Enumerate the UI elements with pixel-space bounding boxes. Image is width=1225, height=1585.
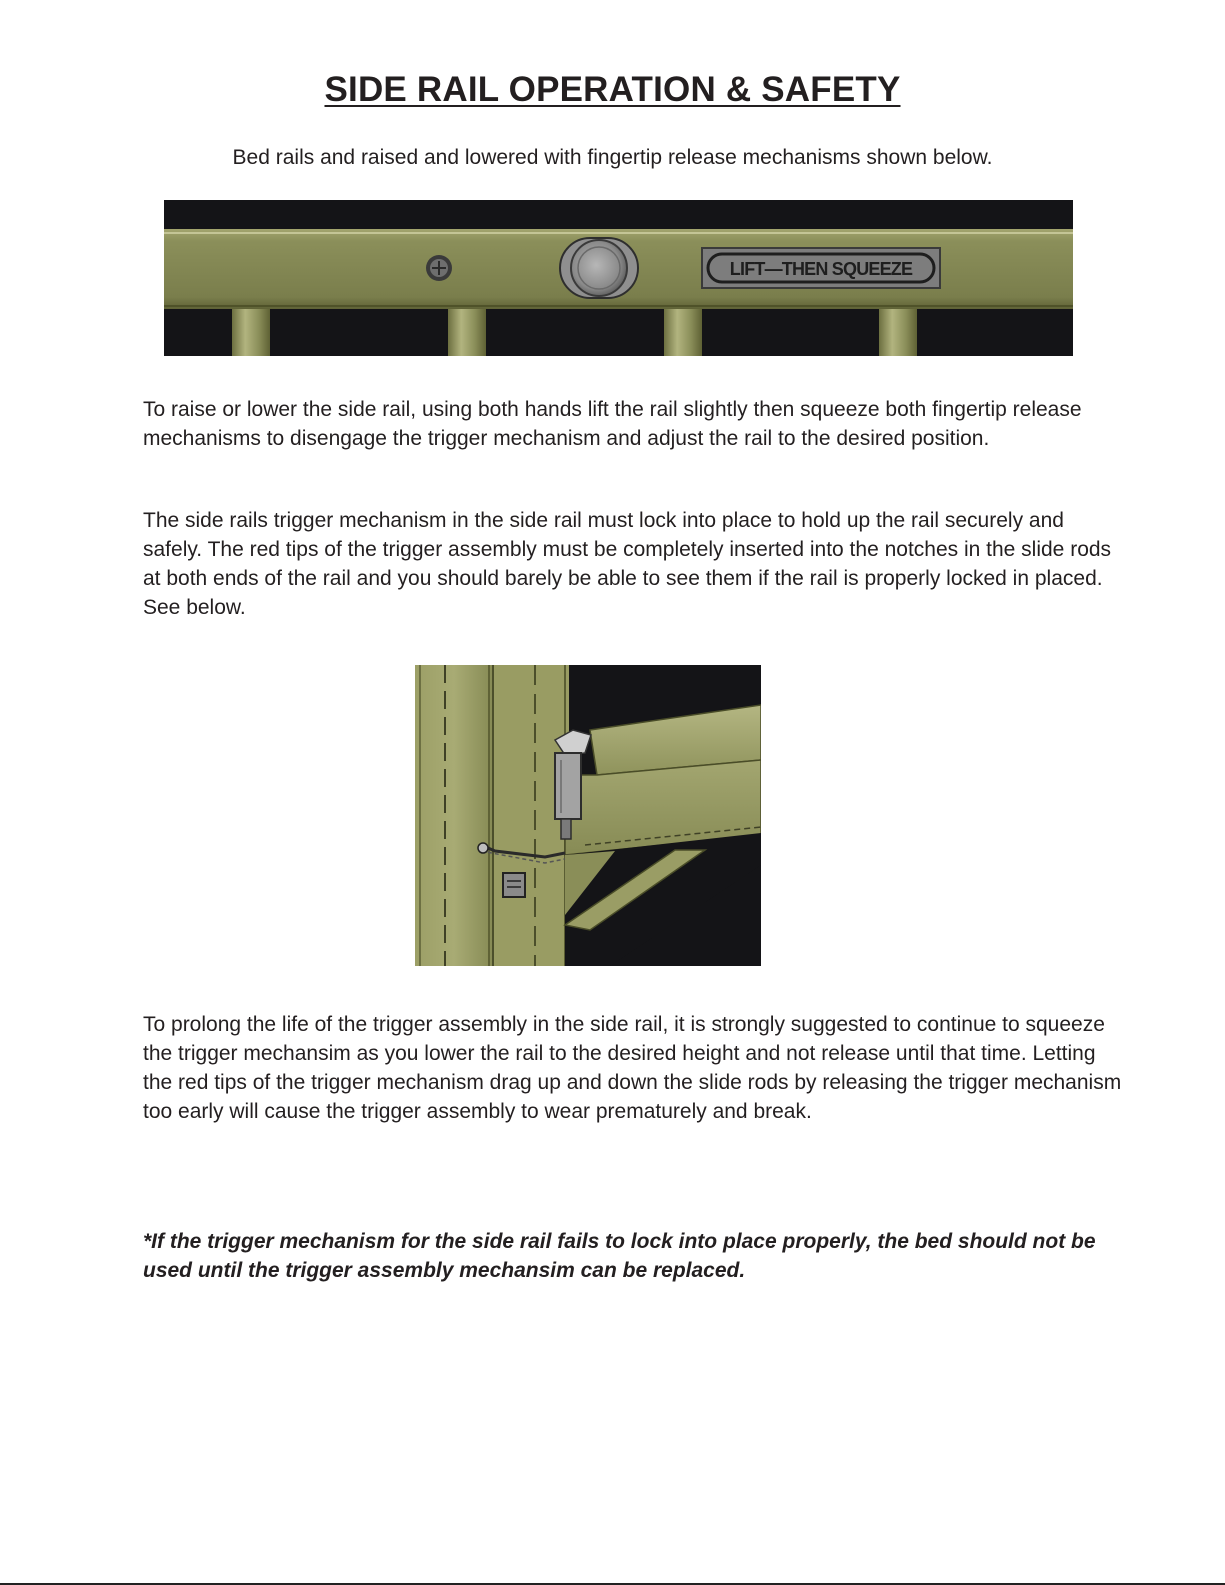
raise-lower-instructions: To raise or lower the side rail, using both hands lift the rail slightly then squeeze both fingertip release mechanisms to disengage the trigger mechanism and adjust the rail to the desired position. bbox=[143, 398, 1082, 450]
side-rail-illustration bbox=[164, 200, 1073, 356]
lift-then-squeeze-label bbox=[702, 248, 940, 288]
screw-icon bbox=[426, 255, 452, 281]
latch-icon bbox=[503, 873, 525, 897]
fingertip-release-button bbox=[560, 238, 638, 298]
intro-text: Bed rails and raised and lowered with fingertip release mechanisms shown below. bbox=[232, 146, 993, 169]
trigger-lock-instructions: The side rails trigger mechanism in the side rail must lock into place to hold up the rail securely and safely. The red tips of the trigger assembly must be completely inserted into the notches in the slide rods at both ends of the rail and you should barely be able to see them if the rail is properly locked in placed. See below. bbox=[143, 509, 1112, 619]
slide-rod bbox=[415, 665, 493, 966]
prolong-life-advice: To prolong the life of the trigger assembly in the side rail, it is strongly suggested to continue to squeeze the trigger mechansim as you lower the rail to the desired height and not release until that time. Letting the red tips of the trigger mechanism drag up and down the slide rods by releasing the trigger mechanism too early will cause the trigger assembly to wear prematurely and break. bbox=[143, 1013, 1122, 1123]
rail-label-text: LIFT—THEN SQUEEZE bbox=[729, 259, 913, 279]
trigger-mechanism-illustration bbox=[415, 665, 761, 966]
safety-warning: *If the trigger mechanism for the side rail fails to lock into place properly, the bed should not be used until the trigger assembly mechansim can be replaced. bbox=[143, 1230, 1096, 1282]
page-title: SIDE RAIL OPERATION & SAFETY bbox=[324, 70, 901, 109]
